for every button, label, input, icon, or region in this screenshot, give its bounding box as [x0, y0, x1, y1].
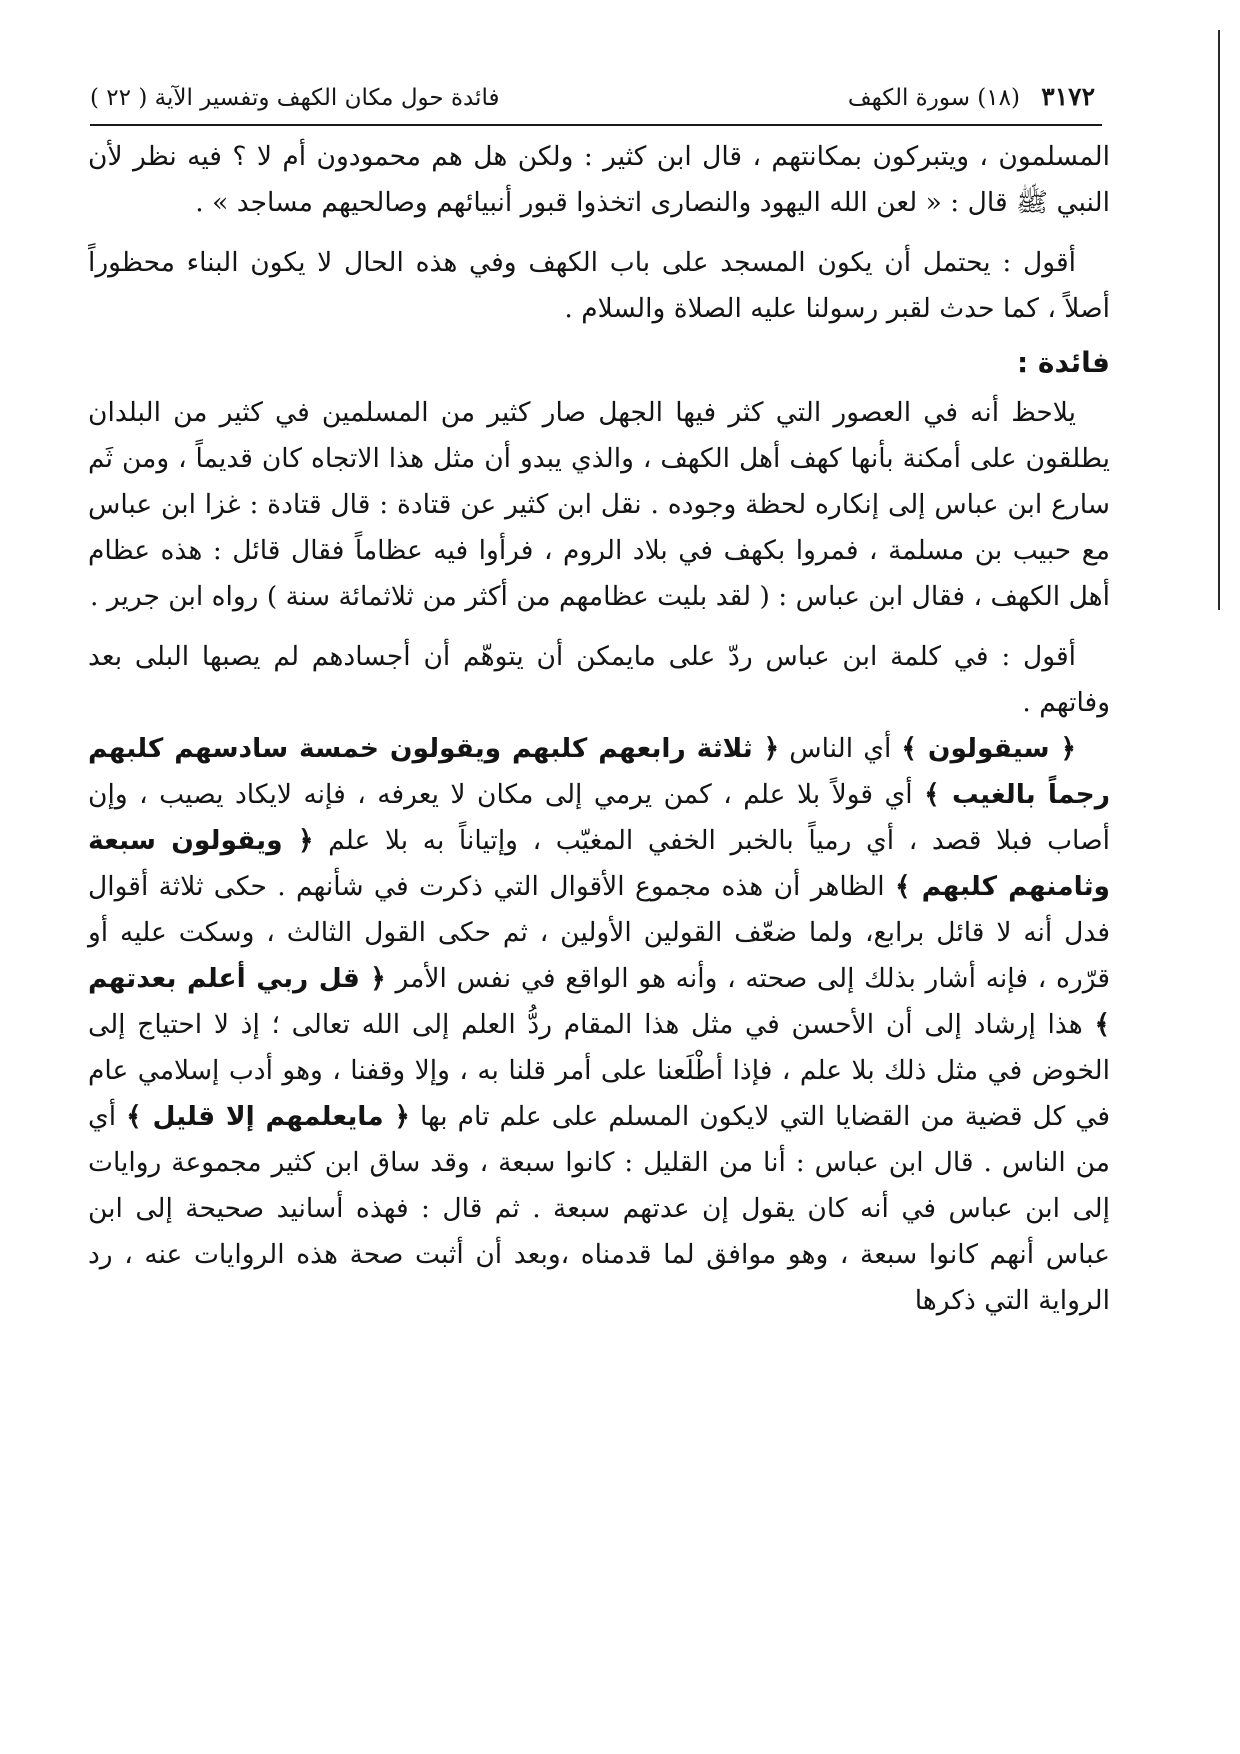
commentary-4: هذا إرشاد إلى أن الأحسن في مثل هذا المقام ردُّ العلم إلى الله تعالى ؛ إذ لا احتياج إلى الخوض في مثل ذلك بلا علم ، فإذا أطْلَعنا على أمر قلنا به ، وإلا وقفنا ، وهو أدب إسلامي عام في كل قضية من القضايا التي لايكون المسلم على علم تام بها [88, 1009, 1111, 1132]
paragraph-5 [88, 726, 1110, 1324]
quran-quote-5: ﴿ مايعلمهم إلا قليل ﴾ [126, 1101, 410, 1132]
page-number: ٣١٧٢ [1041, 82, 1095, 111]
quran-quote-1: ﴿ سيقولون ﴾ [901, 733, 1076, 764]
commentary-5: أي من الناس . قال ابن عباس : أنا من القليل : كانوا سبعة ، وقد ساق ابن كثير مجموعة روايات إلى ابن عباس في أنه كان يقول إن عدتهم سبعة . ثم قال : فهذه أسانيد صحيحة إلى ابن عباس أنهم كانوا سبعة ، وهو موافق لما قدمناه ،وبعد أن أثبت صحة هذه الروايات عنه ، رد الرواية التي ذكرها [88, 1101, 1110, 1316]
paragraph-3: يلاحظ أنه في العصور التي كثر فيها الجهل صار كثير من المسلمين في كثير من البلدان يطلقون على أمكنة بأنها كهف أهل الكهف ، والذي يبدو أن مثل هذا الاتجاه كان قديماً ، ومن ثَم سارع ابن عباس إلى إنكاره لحظة وجوده . نقل ابن كثير عن قتادة : قال قتادة : غزا ابن عباس مع حبيب بن مسلمة ، فمروا بكهف في بلاد الروم ، فرأوا فيه عظاماً فقال قائل : هذه عظام أهل الكهف ، فقال ابن عباس : ( لقد بليت عظامهم من أكثر من ثلاثمائة سنة ) رواه ابن جرير . [88, 397, 1110, 612]
paragraph-1: المسلمون ، ويتبركون بمكانتهم ، قال ابن كثير : ولكن هل هم محمودون أم لا ؟ فيه نظر لأن النبي ﷺ قال : « لعن الله اليهود والنصارى اتخذوا قبور أنبيائهم وصالحيهم مساجد » . [88, 141, 1110, 218]
page-body [88, 134, 1110, 1324]
header-rule [90, 124, 1102, 126]
commentary-2: أي قولاً بلا علم ، كمن يرمي إلى مكان لا يعرفه ، فإنه لايكاد يصيب ، وإن أصاب فبلا قصد ، أي رمياً بالخبر الخفي المغيّب ، وإتياناً به بلا علم [88, 779, 1110, 856]
paragraph-2: أقول : يحتمل أن يكون المسجد على باب الكهف وفي هذه الحال لا يكون البناء محظوراً أصلاً ، كما حدث لقبر رسولنا عليه الصلاة والسلام . [88, 247, 1110, 324]
surah-label: (١٨) سورة الكهف [847, 85, 1020, 111]
section-heading: فائدة : [1016, 346, 1110, 379]
commentary-3: الظاهر أن هذه مجموع الأقوال التي ذكرت في شأنهم . حكى ثلاثة أقوال فدل أنه لا قائل برابع، ولما ضعّف القولين الأولين ، ثم حكى القول الثالث ، وسكت عليه أو قرّره ، فإنه أشار بذلك إلى صحته ، وأنه هو الواقع في نفس الأمر [88, 871, 1110, 994]
quran-quote-2: ﴿ ثلاثة رابعهم كلبهم ويقولون خمسة سادسهم كلبهم رجماً بالغيب ﴾ [88, 733, 1110, 810]
section-title: فائدة حول مكان الكهف وتفسير الآية ( ٢٢ ) [90, 85, 500, 111]
quran-quote-4: ﴿ قل ربي أعلم بعدتهم ﴾ [88, 963, 1110, 1040]
header-right [848, 82, 1095, 111]
page-edge-rule [1218, 30, 1220, 610]
running-header [90, 82, 1095, 116]
quran-quote-3: ﴿ ويقولون سبعة وثامنهم كلبهم ﴾ [88, 825, 1111, 902]
paragraph-4: أقول : في كلمة ابن عباس ردّ على مايمكن أن يتوهّم أن أجسادهم لم يصبها البلى بعد وفاتهم . [88, 641, 1110, 718]
commentary-1: أي الناس [779, 733, 902, 764]
